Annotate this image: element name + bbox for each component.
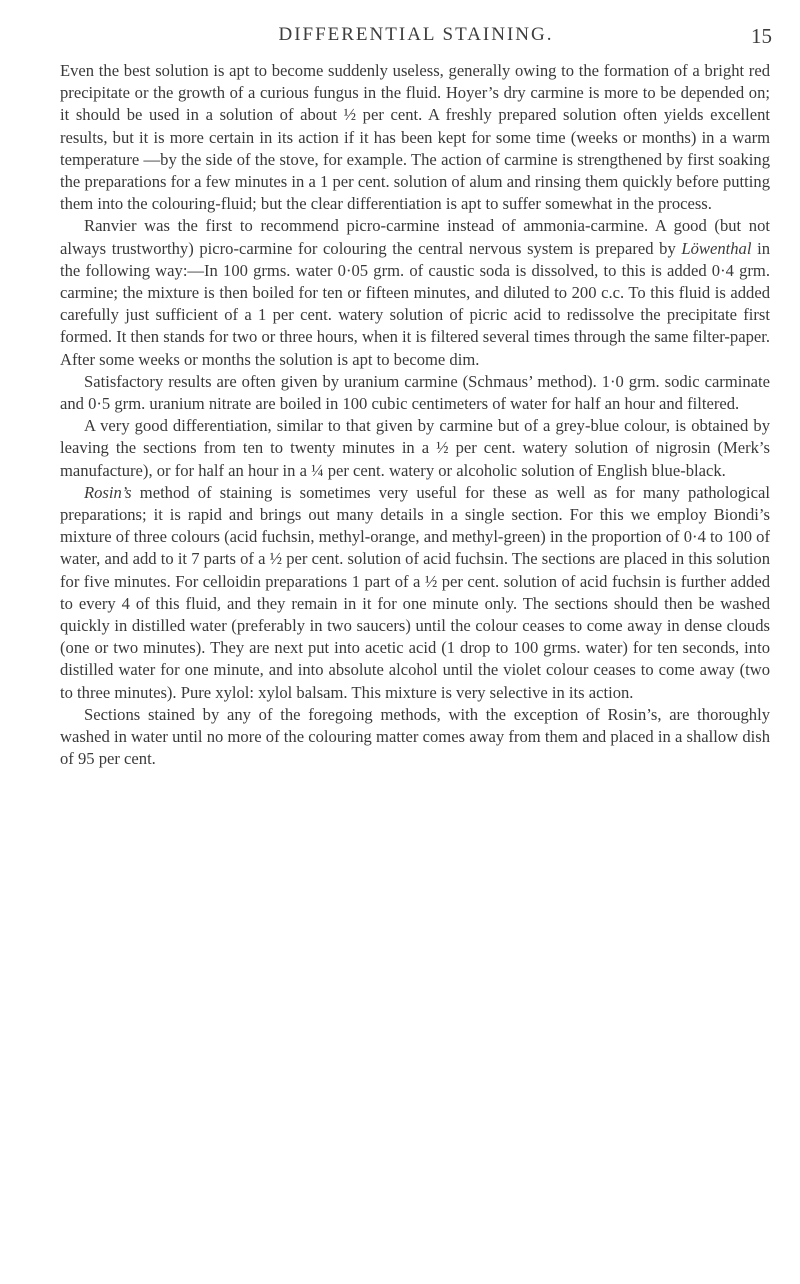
paragraph-text: A very good differentiation, similar to that given by carmine but of a grey-blue colour, is obtained by leaving the sections from ten to twenty minutes in a ½ per cent. watery solution of nigrosin (Merk’s manufacture), or for half an hour in a ¼ per cent. watery or alcoholic solution of English blue-black.: [60, 416, 770, 480]
running-head: [60, 24, 772, 54]
running-title: DIFFERENTIAL STAINING.: [278, 24, 554, 45]
method-name-italic: Rosin’s: [84, 482, 132, 502]
paragraph-rosin-method: [60, 482, 770, 704]
paragraph-carmine-solution: [60, 60, 770, 215]
page-number: 15: [751, 24, 772, 48]
paragraph-text: method of staining is sometimes very useful for these as well as for many pathological preparations; it is rapid and brings out many details in a single section. For this we employ Biondi’s mixture of three colours (acid fuchsin, methyl-orange, and methyl-green) in the proportion of 0·4 to 100 of water, and add to it 7 parts of a ½ per cent. solution of acid fuchsin. The sections are placed in this solution for five minutes. For celloidin preparations 1 part of a ½ per cent. solution of acid fuchsin is further added to every 4 of this fluid, and they remain in it for one minute only. The sections should then be washed quickly in distilled water (preferably in two saucers) until the colour ceases to come away in dense clouds (one or two minutes). They are next put into acetic acid (1 drop to 100 grms. water) for ten seconds, into distilled water for one minute, and into absolute alcohol until the violet colour ceases to come away (two to three minutes). Pure xylol: xylol balsam. This mixture is very selective in its action.: [60, 482, 770, 702]
author-name-italic: Löwenthal: [681, 238, 752, 258]
paragraph-washing-sections: [60, 704, 770, 771]
paragraph-text: in the following way:—In 100 grms. water 0·05 grm. of caustic soda is dissolved, to this is added 0·4 grm. carmine; the mixture is then boiled for ten or fifteen minutes, and diluted to 200 c.c. To this fluid is added carefully just sufficient of a 1 per cent. watery solution of picric acid to redissolve the precipitate first formed. It then stands for two or three hours, when it is filtered several times through the same filter-paper. After some weeks or months the solution is apt to become dim.: [60, 238, 771, 369]
paragraph-text: Sections stained by any of the foregoing methods, with the exception of Rosin’s, are thoroughly washed in water until no more of the colouring matter comes away from them and placed in a shallow dish of 95 per cent.: [60, 704, 770, 769]
paragraph-text: Even the best solution is apt to become suddenly useless, generally owing to the formation of a bright red precipitate or the growth of a curious fungus in the fluid. Hoyer’s dry carmine is more to be depended on; it should be used in a solution of about ½ per cent. A freshly prepared solution often yields excellent results, but it is more certain in its action if it has been kept for some time (weeks or months) in a warm temperature —by the side of the stove, for example. The action of carmine is strengthened by first soaking the preparations for a few minutes in a 1 per cent. solution of alum and rinsing them quickly before putting them into the colouring-fluid; but the clear differentiation is apt to suffer somewhat in the process.: [60, 61, 770, 214]
paragraph-uranium-carmine: [60, 371, 770, 415]
body-text: [60, 60, 770, 771]
paragraph-nigrosin: [60, 415, 770, 482]
paragraph-picro-carmine: [60, 215, 770, 370]
paragraph-text: Satisfactory results are often given by uranium carmine (Schmaus’ method). 1·0 grm. sodic carminate and 0·5 grm. uranium nitrate are boiled in 100 cubic centimeters of water for half an hour and filtered.: [60, 371, 770, 414]
paragraph-text: Ranvier was the first to recommend picro-carmine instead of ammonia-carmine. A good (but not always trustworthy) picro-carmine for colouring the central nervous system is prepared by: [60, 216, 770, 258]
